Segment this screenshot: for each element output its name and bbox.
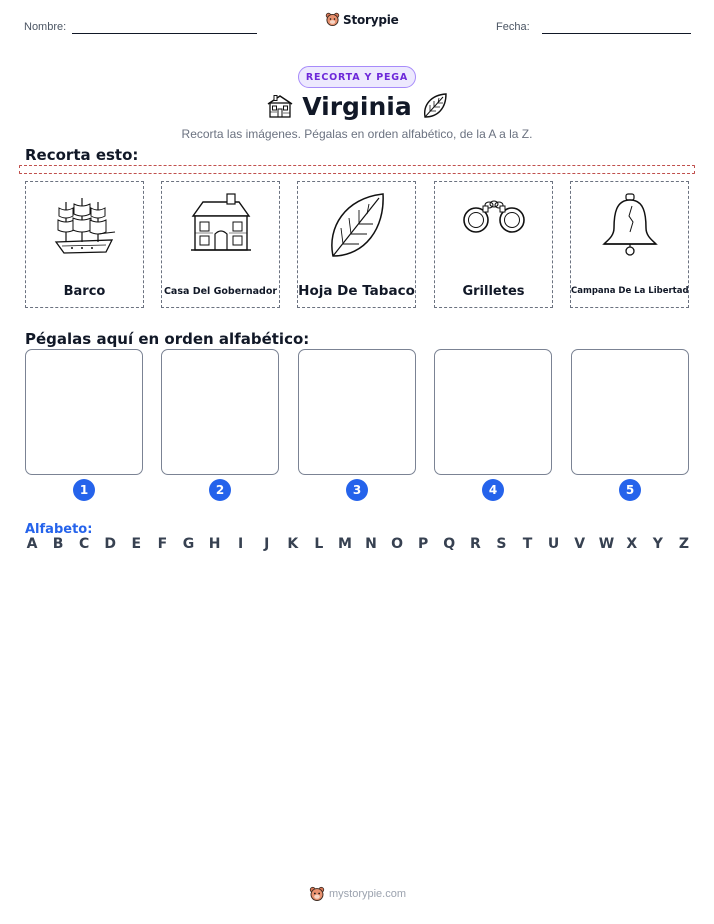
- slot-number: 1: [73, 479, 95, 501]
- card-label: Campana De La Libertad: [571, 286, 689, 296]
- alphabet-letter: Z: [678, 536, 690, 552]
- paste-slot[interactable]: [571, 349, 689, 475]
- cut-card[interactable]: [25, 181, 144, 308]
- ship-icon: [52, 194, 118, 260]
- slot-number: 5: [619, 479, 641, 501]
- alphabet-letter: I: [238, 536, 244, 552]
- card-label: Hoja De Tabaco: [298, 283, 415, 299]
- alphabet-letter: D: [104, 536, 117, 552]
- brand-name: Storypie: [343, 12, 399, 27]
- alphabet-letter: P: [418, 536, 429, 552]
- slot-number: 2: [209, 479, 231, 501]
- page-title: Virginia: [302, 92, 412, 121]
- alphabet-letter: C: [79, 536, 90, 552]
- date-label: Fecha:: [496, 21, 530, 33]
- cut-line: [19, 165, 695, 174]
- alphabet-letter: T: [522, 536, 533, 552]
- alphabet-row: [25, 536, 691, 552]
- brand-logo: [325, 12, 399, 27]
- alphabet-letter: A: [26, 536, 38, 552]
- alphabet-letter: K: [287, 536, 299, 552]
- alphabet-letter: B: [52, 536, 64, 552]
- alphabet-letter: M: [337, 536, 352, 552]
- cut-heading: Recorta esto:: [25, 146, 139, 164]
- alphabet-letter: L: [314, 536, 324, 552]
- alphabet-letter: U: [547, 536, 560, 552]
- paste-slot[interactable]: [25, 349, 143, 475]
- paste-heading: Pégalas aquí en orden alfabético:: [25, 330, 310, 348]
- leaf-icon: [325, 190, 389, 262]
- slot-number: 4: [482, 479, 504, 501]
- bear-icon: [309, 886, 325, 902]
- footer-url[interactable]: mystorypie.com: [329, 888, 407, 900]
- alphabet-letter: O: [391, 536, 404, 552]
- paste-slot[interactable]: [434, 349, 552, 475]
- name-line[interactable]: [72, 33, 257, 34]
- activity-badge: RECORTA Y PEGA: [298, 66, 416, 88]
- alphabet-letter: R: [469, 536, 481, 552]
- bell-icon: [600, 192, 660, 262]
- instructions: Recorta las imágenes. Pégalas en orden alfabético, de la A a la Z.: [181, 127, 533, 141]
- alphabet-letter: H: [208, 536, 221, 552]
- alphabet-letter: G: [182, 536, 195, 552]
- card-label: Barco: [63, 284, 106, 299]
- alphabet-letter: V: [574, 536, 586, 552]
- cut-card[interactable]: [434, 181, 553, 308]
- card-label: Casa Del Gobernador: [163, 286, 278, 297]
- alphabet-letter: F: [157, 536, 168, 552]
- alphabet-letter: J: [264, 536, 270, 552]
- alphabet-letter: W: [598, 536, 615, 552]
- cut-card[interactable]: [297, 181, 416, 308]
- house-icon: [189, 192, 253, 256]
- alphabet-letter: Y: [652, 536, 663, 552]
- alphabet-heading: Alfabeto:: [25, 522, 93, 537]
- cut-card[interactable]: [161, 181, 280, 308]
- alphabet-letter: N: [365, 536, 377, 552]
- footer: [309, 886, 406, 902]
- alphabet-letter: S: [496, 536, 507, 552]
- shackles-icon: [459, 196, 529, 240]
- paste-slot[interactable]: [298, 349, 416, 475]
- leaf-icon: [421, 91, 449, 121]
- date-line[interactable]: [542, 33, 691, 34]
- alphabet-letter: X: [626, 536, 638, 552]
- paste-slot[interactable]: [161, 349, 279, 475]
- alphabet-letter: E: [131, 536, 142, 552]
- card-label: Grilletes: [462, 284, 525, 299]
- alphabet-letter: Q: [443, 536, 456, 552]
- name-label: Nombre:: [24, 21, 67, 33]
- slot-number: 3: [346, 479, 368, 501]
- bear-icon: [325, 12, 340, 27]
- cut-card[interactable]: [570, 181, 689, 308]
